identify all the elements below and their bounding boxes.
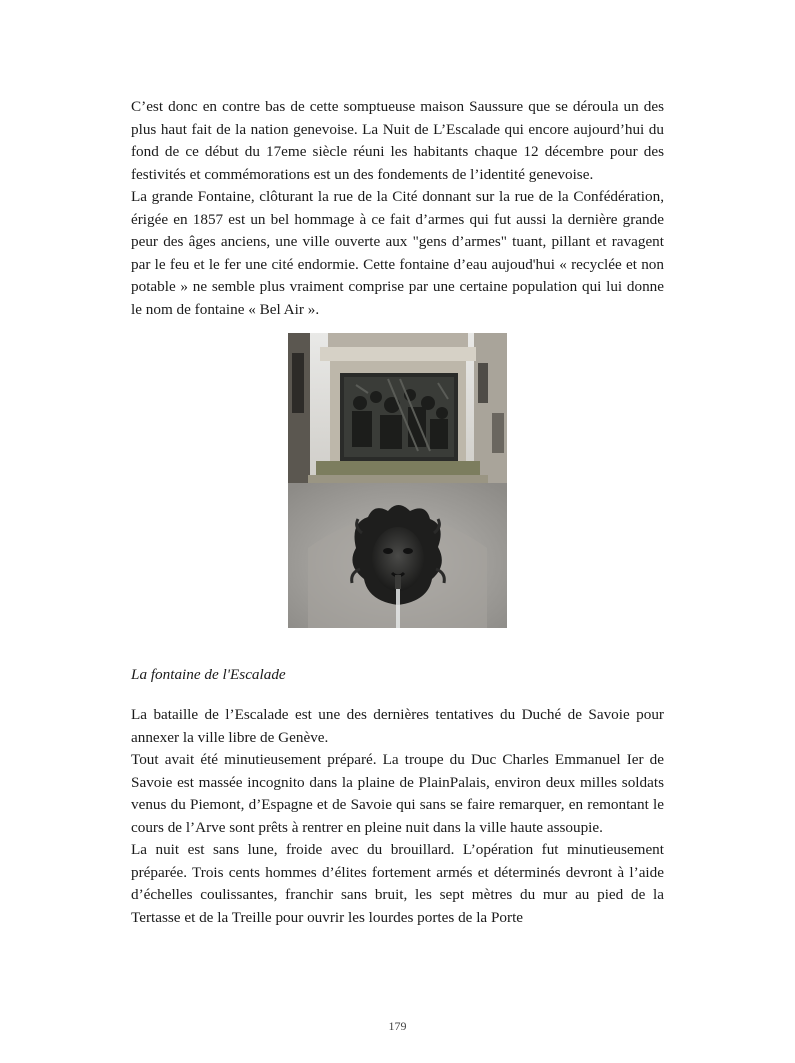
page-body	[131, 96, 664, 929]
fountain-photo-illustration	[288, 333, 507, 628]
paragraph: La grande Fontaine, clôturant la rue de la Cité donnant sur la rue de la Confédération, érigée en 1857 est un bel hommage à ce fait d’armes qui fut aussi la dernière grande peur des âges anciens, une ville ouverte aux "gens d’armes" tuant, pillant et ravagent par le feu et le fer une cité endormie. Cette fontaine d’eau aujoud'hui « recyclée et non potable » ne semble plus vraiment comprise par une certaine population qui lui donne le nom de fontaine « Bel Air ».	[131, 188, 664, 318]
fountain-photo	[288, 333, 507, 628]
figure-caption: La fontaine de l'Escalade	[131, 666, 286, 683]
paragraph: La bataille de l’Escalade est une des dernières tentatives du Duché de Savoie pour annexer la ville libre de Genève.	[131, 706, 664, 746]
paragraph: La nuit est sans lune, froide avec du brouillard. L’opération fut minutieusement préparée. Trois cents hommes d’élites fortement armés et déterminés devront à l’aide d’échelles coulissantes, franchir sans bruit, les sept mètres du mur au pied de la Tertasse et de la Treille pour ouvrir les lourdes portes de la Porte	[131, 841, 664, 926]
page-number: 179	[388, 1019, 407, 1033]
paragraph: C’est donc en contre bas de cette somptueuse maison Saussure que se déroula un des plus haut fait de la nation genevoise. La Nuit de L’Escalade qui encore aujourd’hui du fond de ce début du 17eme siècle réuni les habitants chaque 12 décembre pour des festivités et commémorations est un des fondements de l’identité genevoise.	[131, 98, 664, 183]
paragraph: Tout avait été minutieusement préparé. La troupe du Duc Charles Emmanuel Ier de Savoie est massée incognito dans la plaine de PlainPalais, environ deux milles soldats venus du Piemont, d’Espagne et de Savoie qui sans se faire remarquer, en remontant le cours de l’Arve sont prêts à rentrer en pleine nuit dans la ville haute assoupie.	[131, 751, 664, 836]
